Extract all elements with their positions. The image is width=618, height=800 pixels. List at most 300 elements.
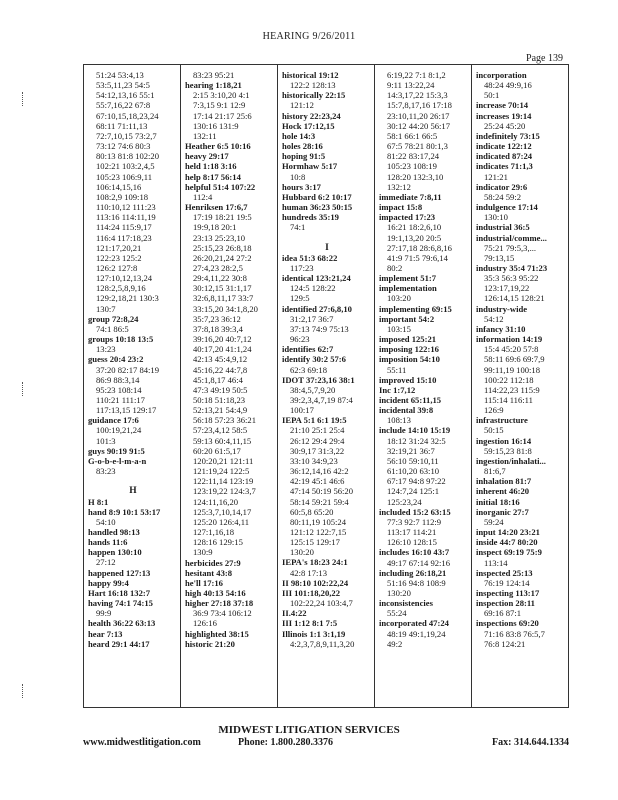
hole-punch-mark [22, 684, 26, 698]
index-entry-word: historic 21:20 [185, 638, 235, 649]
index-section-letter: I [325, 242, 329, 253]
index-entry-refs: 48:19 49:1,19,24 [387, 628, 446, 639]
index-entry-word: IEPA's 18:23 24:1 [282, 557, 348, 568]
index-entry-refs: 86:9 88:3,14 [96, 374, 140, 385]
index-entry-refs: 50:15 [484, 425, 504, 436]
index-spacer [282, 233, 372, 243]
index-entry-refs: 23:10,11,20 26:17 [387, 110, 450, 121]
index-entry-refs: 30:9,17 31:3,22 [290, 445, 345, 456]
index-entry-word: help 8:17 56:14 [185, 171, 241, 182]
index-entry-word: inhalation 81:7 [476, 476, 532, 487]
index-entry-word: industry 35:4 71:23 [476, 262, 548, 273]
index-entry-refs: 19:1,13,20 20:5 [387, 232, 442, 243]
index-entry-word: happened 127:13 [88, 567, 151, 578]
index-entry-word: hours 3:17 [282, 181, 321, 192]
index-entry-refs: 125:3,7,10,14,17 [193, 506, 252, 517]
index-entry-word: identifies 62:7 [282, 344, 334, 355]
index-entry-refs: 33:10 34:9,23 [290, 455, 338, 466]
index-entry-refs: 125:15 129:17 [290, 537, 340, 548]
index-entry-refs: 108:13 [387, 415, 411, 426]
index-entry-refs: 48:24 49:9,16 [484, 80, 532, 91]
index-entry-word: indefinitely 73:15 [476, 130, 540, 141]
index-entry-refs: 59:24 [484, 516, 504, 527]
index-entry-refs: 130:9 [193, 547, 213, 558]
index-entry-refs: 47:14 50:19 56:20 [290, 486, 354, 497]
index-entry-refs: 36:9 73:4 106:12 [193, 608, 252, 619]
index-entry-refs: 40:17,20 41:1,24 [193, 344, 252, 355]
index-entry-refs: 132:12 [387, 181, 411, 192]
index-entry-word: held 1:18 3:16 [185, 161, 237, 172]
index-column-5 [472, 65, 568, 707]
index-entry-word: industrial/comme... [476, 232, 547, 243]
index-entry-refs: 72:7,10,15 73:2,7 [96, 130, 157, 141]
index-entry-refs: 15:7,8,17,16 17:18 [387, 100, 452, 111]
index-entry-refs: 32:19,21 36:7 [387, 445, 435, 456]
index-entry-refs: 125:23,24 [387, 496, 422, 507]
index-entry-word: identical 123:21,24 [282, 273, 351, 284]
index-column-4 [375, 65, 472, 707]
index-entry-word: ingestion 16:14 [476, 435, 532, 446]
index-entry-refs: 23:13 25:23,10 [193, 232, 246, 243]
index-entry-refs: 51:16 94:8 108:9 [387, 577, 446, 588]
index-entry-word: groups 10:18 13:5 [88, 334, 154, 345]
index-entry-word: historically 22:15 [282, 90, 346, 101]
index-entry-refs: 114:22,23 115:9 [484, 384, 540, 395]
index-entry-refs: 17:14 21:17 25:6 [193, 110, 252, 121]
index-entry-refs: 117:13,15 129:17 [96, 405, 157, 416]
index-entry-refs: 29:4,11,22 30:8 [193, 273, 247, 284]
index-entry-refs: 76:19 124:14 [484, 577, 530, 588]
index-entry-word: inspection 28:11 [476, 598, 535, 609]
index-entry-refs: 55:7,16,22 67:8 [96, 100, 151, 111]
index-entry-refs: 124:7,24 125:1 [387, 486, 440, 497]
index-entry-word: idea 51:3 68:22 [282, 252, 338, 263]
index-entry-word: happen 130:10 [88, 547, 142, 558]
index-entry-refs: 21:10 25:1 25:4 [290, 425, 345, 436]
index-entry-refs: 14:3,17,22 15:3,3 [387, 90, 448, 101]
index-entry-word: heavy 29:17 [185, 151, 229, 162]
index-entry-refs: 51:24 53:4,13 [96, 70, 144, 80]
index-entry-word: incidental 39:8 [379, 405, 434, 416]
index-entry-refs: 67:5 78:21 80:1,3 [387, 141, 448, 152]
index-entry-word: hear 7:13 [88, 628, 123, 639]
index-entry-refs: 19:9,18 20:1 [193, 222, 237, 233]
index-entry-refs: 32:6,8,11,17 33:7 [193, 293, 254, 304]
index-entry-word: including 26:18,21 [379, 567, 447, 578]
index-entry-refs: 130:16 131:9 [193, 120, 239, 131]
index-entry-refs: 105:23 106:9,11 [96, 171, 153, 182]
index-entry-word: III 1:12 8:1 7:5 [282, 618, 338, 629]
index-entry-refs: 79:13,15 [484, 252, 515, 263]
index-entry-word: human 36:23 50:15 [282, 202, 353, 213]
footer-company: MIDWEST LITIGATION SERVICES [218, 724, 400, 736]
index-entry-refs: 102:21 103:2,4,5 [96, 161, 155, 172]
index-entry-word: inside 44:7 80:20 [476, 537, 538, 548]
index-entry-word: health 36:22 63:13 [88, 618, 156, 629]
footer-phone: Phone: 1.800.280.3376 [238, 737, 333, 748]
index-entry-refs: 31:2,17 36:7 [290, 313, 334, 324]
index-entry-refs: 113:14 [484, 557, 508, 568]
index-entry-refs: 39:16,20 40:7,12 [193, 334, 252, 345]
index-entry-refs: 75:21 79:5,3,... [484, 242, 537, 253]
index-entry-refs: 121:17,20,21 [96, 242, 142, 253]
index-entry-refs: 37:13 74:9 75:13 [290, 323, 349, 334]
index-entry-refs: 26:12 29:4 29:4 [290, 435, 345, 446]
index-entry-refs: 2:15 3:10,20 4:1 [193, 90, 250, 101]
index-entry-refs: 58:11 69:6 69:7,9 [484, 354, 545, 365]
index-entry-refs: 77:3 92:7 112:9 [387, 516, 442, 527]
index-entry-refs: 101:3 [96, 435, 116, 446]
index-entry-refs: 132:11 [193, 130, 217, 141]
index-entry-refs: 96:23 [290, 334, 310, 345]
index-entry-refs: 99:11,19 100:18 [484, 364, 541, 375]
index-entry-refs: 80:2 [387, 262, 403, 273]
index-entry-word: impacted 17:23 [379, 212, 436, 223]
index-entry-refs: 121:21 [484, 171, 508, 182]
index-entry-refs: 124:11,16,20 [193, 496, 239, 507]
index-entry-word: inspect 69:19 75:9 [476, 547, 542, 558]
index-entry-refs: 49:2 [387, 638, 403, 649]
index-entry-refs: 67:10,15,18,23,24 [96, 110, 159, 121]
index-entry-word: happy 99:4 [88, 577, 129, 588]
index-entry-word: IDOT 37:23,16 38:1 [282, 374, 355, 385]
index-entry-word: initial 18:16 [476, 496, 520, 507]
index-entry-word: infancy 31:10 [476, 323, 526, 334]
index-entry-refs: 123:17,19,22 [484, 283, 530, 294]
index-entry-refs: 81:6,7 [484, 466, 506, 477]
index-entry-refs: 59:15,23 81:8 [484, 445, 532, 456]
index-entry-refs: 130:20 [290, 547, 314, 558]
index-entry-refs: 126:9 [484, 405, 504, 416]
index-entry-refs: 52:13,21 54:4,9 [193, 405, 248, 416]
index-entry-refs: 37:8,18 39:3,4 [193, 323, 243, 334]
index-entry-word: immediate 7:8,11 [379, 191, 442, 202]
index-entry-word: identify 30:2 57:6 [282, 354, 346, 365]
index-entry-refs: 58:14 59:21 59:4 [290, 496, 349, 507]
index-entry-refs: 30:12,15 31:1,17 [193, 283, 252, 294]
index-entry-word: implement 51:7 [379, 273, 437, 284]
index-entry-refs: 37:20 82:17 84:19 [96, 364, 160, 375]
index-entry-refs: 49:17 67:14 92:16 [387, 557, 451, 568]
index-entry-word: inspected 25:13 [476, 567, 533, 578]
index-entry-word: include 14:10 15:19 [379, 425, 451, 436]
index-entry-refs: 115:14 116:11 [484, 395, 533, 405]
index-entry-word: Henriksen 17:6,7 [185, 202, 248, 213]
index-entry-refs: 68:11 71:11,13 [96, 120, 148, 131]
index-entry-word: impact 15:8 [379, 202, 423, 213]
index-entry-refs: 60:5,8 65:20 [290, 506, 334, 517]
index-entry-refs: 36:12,14,16 42:2 [290, 466, 349, 477]
index-entry-refs: 6:19,22 7:1 8:1,2 [387, 70, 446, 80]
index-entry-word: heard 29:1 44:17 [88, 638, 150, 649]
index-entry-refs: 121:19,24 122:5 [193, 466, 250, 477]
index-entry-refs: 73:12 74:6 80:3 [96, 141, 151, 152]
index-entry-word: implementation [379, 283, 437, 294]
index-entry-refs: 130:7 [96, 303, 116, 314]
index-entry-refs: 67:17 94:8 97:22 [387, 476, 446, 487]
page-header: HEARING 9/26/2011 [262, 31, 356, 42]
index-entry-word: II 98:10 102:22,24 [282, 577, 349, 588]
index-entry-word: incident 65:11,15 [379, 395, 442, 405]
index-entry-refs: 27:12 [96, 557, 116, 568]
index-entry-refs: 121:12 [290, 100, 314, 111]
index-entry-refs: 102:22,24 103:4,7 [290, 598, 353, 609]
index-entry-refs: 128:20 132:3,10 [387, 171, 444, 182]
index-entry-word: infrastructure [476, 415, 528, 426]
index-entry-refs: 83:23 95:21 [193, 70, 235, 80]
index-column-2 [181, 65, 278, 707]
index-entry-word: history 22:23,24 [282, 110, 341, 121]
index-entry-word: guys 90:19 91:5 [88, 445, 145, 456]
index-entry-word: Heather 6:5 10:16 [185, 141, 251, 152]
index-entry-refs: 56:10 59:10,11 [387, 455, 439, 466]
index-entry-refs: 74:1 86:5 [96, 323, 129, 334]
index-entry-word: Hormhaw 5:17 [282, 161, 338, 172]
index-entry-refs: 81:22 83:17,24 [387, 151, 440, 162]
index-entry-refs: 47:3 49:19 50:5 [193, 384, 248, 395]
index-entry-word: G-o-b-e-l-m-a-n [88, 455, 147, 466]
index-entry-refs: 56:18 57:23 36:21 [193, 415, 257, 426]
index-entry-refs: 55:24 [387, 608, 407, 619]
index-entry-refs: 60:20 61:5,17 [193, 445, 241, 456]
index-entry-word: hoping 91:5 [282, 151, 326, 162]
index-entry-word: Inc 1:7,12 [379, 384, 416, 395]
index-entry-refs: 80:13 81:8 102:20 [96, 151, 160, 162]
index-entry-refs: 18:12 31:24 32:5 [387, 435, 446, 446]
index-entry-refs: 59:13 60:4,11,15 [193, 435, 252, 446]
index-entry-refs: 114:24 115:9,17 [96, 222, 152, 233]
index-entry-refs: 38:4,5,7,9,20 [290, 384, 336, 395]
index-entry-refs: 83:23 [96, 466, 116, 477]
index-entry-word: incorporated 47:24 [379, 618, 449, 629]
index-entry-word: indulgence 17:14 [476, 202, 538, 213]
index-entry-word: imposing 122:16 [379, 344, 439, 355]
index-entry-refs: 130:20 [387, 587, 411, 598]
index-entry-word: includes 16:10 43:7 [379, 547, 450, 558]
index-entry-refs: 54:12,13,16 55:1 [96, 90, 155, 101]
index-entry-refs: 95:23 108:14 [96, 384, 142, 395]
index-entry-word: inspections 69:20 [476, 618, 539, 629]
index-entry-refs: 112:4 [193, 191, 213, 202]
index-entry-refs: 71:16 83:8 76:5,7 [484, 628, 545, 639]
index-entry-refs: 127:10,12,13,24 [96, 273, 153, 284]
index-entry-word: II.4:22 [282, 608, 307, 619]
index-entry-refs: 25:24 45:20 [484, 120, 526, 131]
index-entry-refs: 100:17 [290, 405, 314, 416]
index-entry-refs: 42:19 45:1 46:6 [290, 476, 345, 487]
index-entry-refs: 113:17 114:21 [387, 527, 437, 538]
index-entry-refs: 35:7,23 36:12 [193, 313, 241, 324]
index-entry-word: highlighted 38:15 [185, 628, 249, 639]
index-entry-refs: 106:14,15,16 [96, 181, 142, 192]
index-entry-refs: 57:23,4,12 58:5 [193, 425, 248, 436]
index-entry-refs: 16:21 18:2,6,10 [387, 222, 442, 233]
index-entry-word: important 54:2 [379, 313, 435, 324]
index-entry-word: implementing 69:15 [379, 303, 452, 314]
index-entry-refs: 129:2,18,21 130:3 [96, 293, 159, 304]
index-entry-refs: 122:23 125:2 [96, 252, 142, 263]
index-entry-refs: 62:3 69:18 [290, 364, 328, 375]
index-entry-word: hearing 1:18,21 [185, 80, 242, 91]
hole-punch-mark [22, 92, 26, 106]
index-entry-word: increase 70:14 [476, 100, 529, 111]
index-entry-word: Hock 17:12,15 [282, 120, 335, 131]
index-entry-word: hand 8:9 10:1 53:17 [88, 506, 161, 517]
index-entry-word: hole 14:3 [282, 130, 316, 141]
index-entry-word: H 8:1 [88, 496, 109, 507]
index-entry-refs: 126:14,15 128:21 [484, 293, 545, 304]
index-entry-refs: 127:1,16,18 [193, 527, 235, 538]
footer-website: www.midwestlitigation.com [83, 737, 201, 748]
index-entry-word: indicated 87:24 [476, 151, 533, 162]
index-entry-refs: 4:2,3,7,8,9,11,3,20 [290, 638, 355, 649]
index-entry-refs: 27:4,23 28:2,5 [193, 262, 243, 273]
index-entry-refs: 80:11,19 105:24 [290, 516, 347, 527]
index-entry-refs: 13:23 [96, 344, 116, 355]
index-entry-word: hundreds 35:19 [282, 212, 339, 223]
index-entry-refs: 41:9 71:5 79:6,14 [387, 252, 448, 263]
index-entry-refs: 126:16 [193, 618, 217, 629]
index-entry-refs: 26:20,21,24 27:2 [193, 252, 252, 263]
index-entry-word: inconsistencies [379, 598, 433, 609]
index-entry-refs: 120:20,21 121:11 [193, 455, 254, 466]
page-number: Page 139 [526, 53, 563, 64]
index-entry-refs: 9:11 13:22,24 [387, 80, 435, 91]
index-entry-refs: 122:2 128:13 [290, 80, 336, 91]
index-entry-refs: 45:1,8,17 46:4 [193, 374, 243, 385]
index-entry-word: hesitant 43:8 [185, 567, 233, 578]
index-entry-refs: 54:10 [96, 516, 116, 527]
index-entry-refs: 126:10 128:15 [387, 537, 437, 548]
index-entry-word: indicates 71:1,3 [476, 161, 533, 172]
index-entry-word: group 72:8,24 [88, 313, 139, 324]
index-entry-refs: 121:12 122:7,15 [290, 527, 347, 538]
index-entry-word: indicator 29:6 [476, 181, 528, 192]
index-entry-refs: 55:11 [387, 364, 407, 375]
index-entry-refs: 74:1 [290, 222, 306, 233]
index-entry-word: identified 27:6,8,10 [282, 303, 352, 314]
index-entry-refs: 50:18 51:18,23 [193, 395, 246, 405]
index-entry-refs: 30:12 44:20 56:17 [387, 120, 451, 131]
index-entry-word: included 15:2 63:15 [379, 506, 451, 517]
index-entry-word: imposition 54:10 [379, 354, 440, 365]
index-entry-word: Hart 16:18 132:7 [88, 587, 151, 598]
index-entry-word: improved 15:10 [379, 374, 437, 385]
index-entry-refs: 27:17,18 28:6,8,16 [387, 242, 452, 253]
index-entry-refs: 130:10 [484, 212, 508, 223]
index-section-letter: H [129, 486, 137, 497]
index-entry-refs: 99:9 [96, 608, 112, 619]
index-entry-word: having 74:1 74:15 [88, 598, 153, 609]
index-entry-word: indicate 122:12 [476, 141, 532, 152]
index-entry-refs: 113:16 114:11,19 [96, 212, 156, 223]
index-entry-word: inorganic 27:7 [476, 506, 529, 517]
index-entry-refs: 116:4 117:18,23 [96, 232, 152, 243]
index-entry-refs: 58:24 59:2 [484, 191, 522, 202]
index-entry-word: industrial 36:5 [476, 222, 530, 233]
index-entry-refs: 7:3,15 9:1 12:9 [193, 100, 246, 111]
index-entry-refs: 100:19,21,24 [96, 425, 142, 436]
index-entry-word: imposed 125:21 [379, 334, 437, 345]
index-entry-refs: 110:21 111:17 [96, 395, 145, 405]
index-entry-word: Hubbard 6:2 10:17 [282, 191, 352, 202]
index-entry-word: incorporation [476, 70, 527, 80]
index-column-1 [84, 65, 181, 707]
index-entry-refs: 103:20 [387, 293, 411, 304]
index-entry-word: inherent 46:20 [476, 486, 530, 497]
index-entry-word: helpful 51:4 107:22 [185, 181, 256, 192]
index-entry-refs: 54:12 [484, 313, 504, 324]
index-entry-refs: 126:2 127:8 [96, 262, 138, 273]
index-entry-word: industry-wide [476, 303, 528, 314]
index-entry-refs: 117:23 [290, 262, 314, 273]
index-entry-refs: 69:16 87:1 [484, 608, 522, 619]
index-entry-refs: 42:13 45:4,9,12 [193, 354, 248, 365]
index-entry-refs: 35:3 56:3 95:22 [484, 273, 539, 284]
index-entry-refs: 124:5 128:22 [290, 283, 336, 294]
index-entry-word: input 14:20 23:21 [476, 527, 540, 538]
word-index-table [83, 64, 569, 708]
index-entry-refs: 100:22 112:18 [484, 374, 534, 385]
index-entry-word: hands 11:6 [88, 537, 128, 548]
index-entry-refs: 123:19,22 124:3,7 [193, 486, 256, 497]
index-entry-refs: 105:23 108:19 [387, 161, 437, 172]
index-entry-refs: 42:8 17:13 [290, 567, 328, 578]
index-entry-word: III 101:18,20,22 [282, 587, 341, 598]
index-entry-refs: 125:20 126:4,11 [193, 516, 250, 527]
index-entry-word: historical 19:12 [282, 70, 339, 80]
index-entry-word: Illinois 1:1 3:1,19 [282, 628, 346, 639]
index-entry-word: higher 27:18 37:18 [185, 598, 254, 609]
index-entry-word: guidance 17:6 [88, 415, 139, 426]
index-entry-refs: 25:15,23 26:8,18 [193, 242, 252, 253]
index-entry-refs: 122:11,14 123:19 [193, 476, 254, 487]
index-entry-refs: 39:2,3,4,7,19 87:4 [290, 394, 353, 405]
index-entry-word: inspecting 113:17 [476, 587, 540, 598]
index-entry-word: he'll 17:16 [185, 577, 223, 588]
index-entry-word: ingestion/inhalati... [476, 455, 546, 466]
index-entry-refs: 53:5,11,23 54:5 [96, 80, 150, 91]
index-entry-word: handled 98:13 [88, 527, 140, 538]
index-entry-word: herbicides 27:9 [185, 557, 241, 568]
index-entry-refs: 110:10,12 111:23 [96, 202, 156, 213]
index-entry-word: holes 28:16 [282, 141, 323, 152]
index-entry-refs: 76:8 124:21 [484, 638, 526, 649]
index-entry-refs: 17:19 18:21 19:5 [193, 212, 252, 223]
index-entry-refs: 128:2,5,8,9,16 [96, 283, 146, 294]
index-entry-refs: 128:16 129:15 [193, 537, 243, 548]
index-entry-refs: 129:5 [290, 293, 310, 304]
hole-punch-mark [22, 382, 26, 396]
index-entry-refs: 45:16,22 44:7,8 [193, 364, 248, 375]
index-spacer [88, 476, 178, 486]
index-entry-refs: 33:15,20 34:1,8,20 [193, 303, 258, 314]
index-entry-word: guess 20:4 23:2 [88, 354, 144, 365]
footer-fax: Fax: 314.644.1334 [492, 737, 569, 748]
index-entry-word: IEPA 5:1 6:1 19:5 [282, 415, 347, 426]
index-entry-word: information 14:19 [476, 334, 543, 345]
index-entry-refs: 50:1 [484, 90, 500, 101]
index-entry-refs: 10:8 [290, 171, 306, 182]
index-entry-word: high 40:13 54:16 [185, 587, 246, 598]
index-entry-refs: 15:4 45:20 57:8 [484, 344, 539, 355]
index-entry-refs: 108:2,9 109:18 [96, 191, 149, 202]
index-entry-word: increases 19:14 [476, 110, 532, 121]
index-entry-refs: 103:15 [387, 323, 411, 334]
index-column-3 [278, 65, 375, 707]
index-entry-refs: 61:10,20 63:10 [387, 466, 440, 477]
index-entry-refs: 58:1 66:1 66:5 [387, 130, 438, 141]
